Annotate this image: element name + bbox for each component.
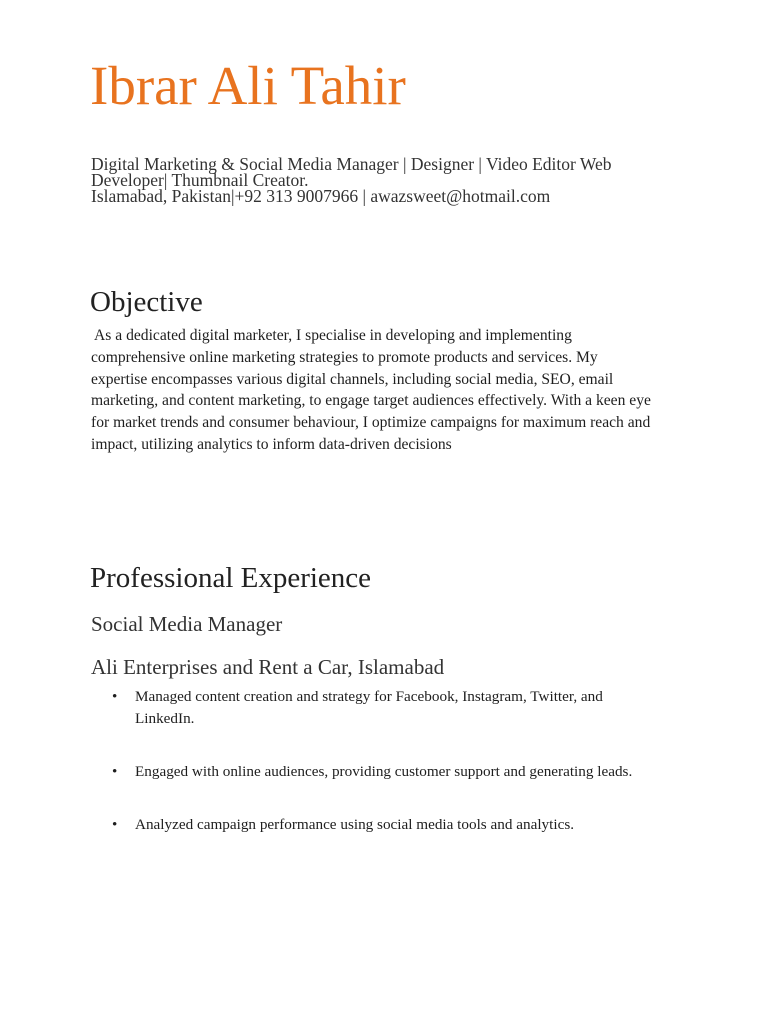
objective-line: As a dedicated digital marketer, I specialise in developing and implementing bbox=[91, 327, 572, 344]
experience-heading: Professional Experience bbox=[90, 562, 372, 594]
bullet-text bbox=[135, 761, 695, 783]
bullet-line: LinkedIn. bbox=[135, 709, 195, 727]
bullet-text bbox=[135, 686, 695, 729]
bullet-line: Engaged with online audiences, providing customer support and generating leads. bbox=[135, 763, 633, 780]
objective-paragraph bbox=[91, 325, 691, 456]
objective-line: comprehensive online marketing strategies to promote products and services. My bbox=[91, 348, 598, 366]
objective-line: impact, utilizing analytics to inform data-driven decisions bbox=[91, 435, 452, 453]
bullet-line: Analyzed campaign performance using social media tools and analytics. bbox=[135, 816, 575, 833]
bullet-icon: • bbox=[112, 816, 118, 833]
contact-block bbox=[91, 156, 691, 204]
company-name: Ali Enterprises and Rent a Car, Islamabad bbox=[91, 655, 445, 679]
headline-line-1: Digital Marketing & Social Media Manager | Designer | Video Editor Web bbox=[91, 154, 612, 174]
bullet-icon: • bbox=[112, 763, 118, 780]
objective-line: expertise encompasses various digital channels, including social media, SEO, email bbox=[91, 370, 614, 388]
candidate-name: Ibrar Ali Tahir bbox=[90, 55, 406, 116]
objective-line: marketing, and content marketing, to engage target audiences effectively. With a keen eye bbox=[91, 392, 651, 410]
headline-line-2: Developer| Thumbnail Creator. bbox=[91, 170, 309, 190]
contact-line: Islamabad, Pakistan|+92 313 9007966 | awazsweet@hotmail.com bbox=[91, 186, 551, 206]
bullet-text bbox=[135, 814, 695, 836]
job-title: Social Media Manager bbox=[91, 612, 283, 636]
bullet-line: Managed content creation and strategy for Facebook, Instagram, Twitter, and bbox=[135, 688, 603, 705]
objective-heading: Objective bbox=[90, 286, 203, 318]
bullet-icon: • bbox=[112, 688, 118, 705]
objective-line: for market trends and consumer behaviour, I optimize campaigns for maximum reach and bbox=[91, 414, 651, 432]
